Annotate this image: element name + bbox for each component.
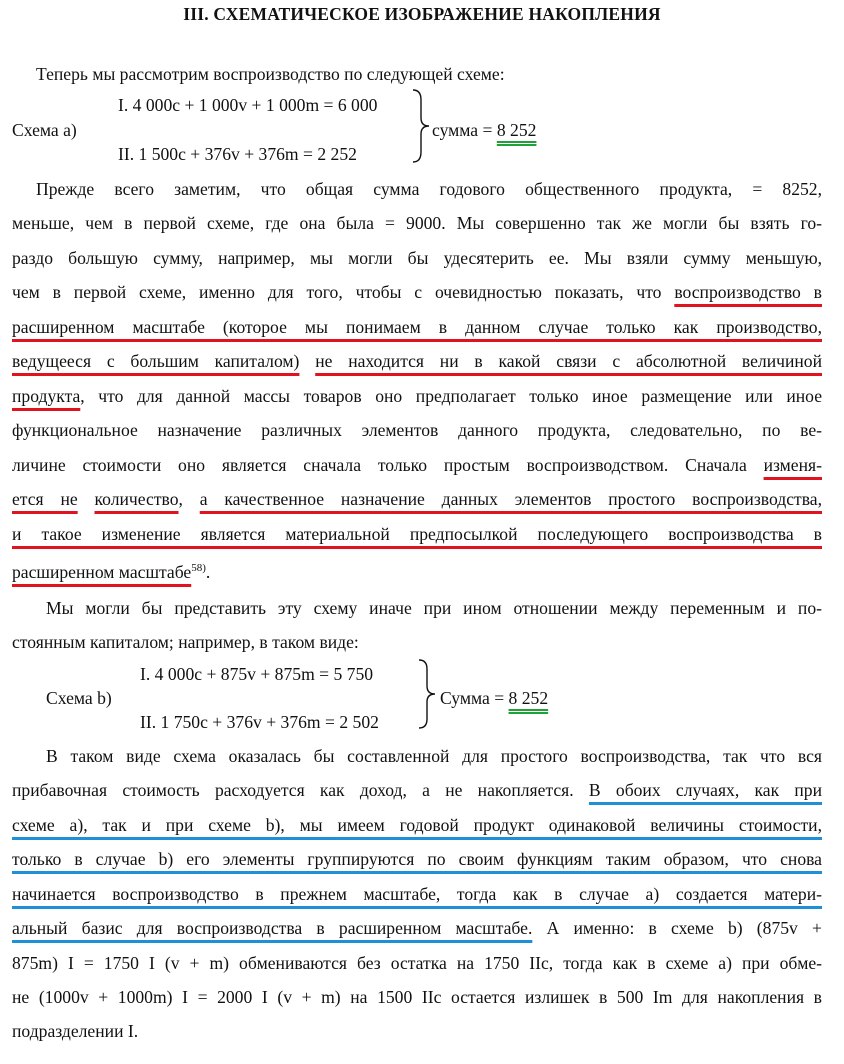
para3-line5 (12, 882, 822, 906)
highlight-blue: имеем годовой продукт одинаковой величины стоимости, (337, 815, 822, 835)
brace-icon (410, 88, 432, 164)
highlight-blue: схеме а), так и при схеме b), мы (12, 815, 338, 835)
para1-line10 (12, 487, 822, 511)
para1-line6 (12, 349, 822, 373)
highlight-red: расширенном масштабе (которое мы понимаем в данном случае только как производство, (12, 317, 822, 337)
para1-line3: раздо большую сумму, например, мы могли бы удесятерить ее. Мы взяли сумму меньшую, (12, 248, 822, 268)
para3-line1: В таком виде схема оказалась бы составленной для простого воспроизводства, так что вся (46, 746, 822, 766)
para3-line2-text: прибавочная стоимость расходуется как доход, а не накопляется. (12, 780, 589, 800)
scheme-b-sum-value: 8 252 (508, 688, 549, 708)
highlight-blue: начинается воспроизводство в прежнем масштабе, тогда как в случае а) создается матери- (12, 884, 822, 904)
scheme-a-sum-value: 8 252 (496, 120, 537, 140)
highlight-blue: альный базис для воспроизводства в расширенном масштабе. (12, 918, 533, 938)
scheme-b-sum (440, 686, 548, 710)
scheme-a-row2: II. 1 500c + 376v + 376m = 2 252 (118, 144, 357, 164)
para1-line6-space (299, 351, 315, 371)
scheme-b-label: Схема b) (46, 688, 112, 708)
highlight-red: продукта (12, 386, 81, 406)
highlight-red: не находится ни в какой связи с абсолютной величиной (315, 351, 822, 371)
para1-line9 (12, 453, 822, 477)
para2-line1: Мы могли бы представить эту схему иначе при ином отношении между переменным и по- (46, 598, 822, 618)
para1-line10-comma: , (178, 489, 200, 509)
para1-line4 (12, 280, 822, 304)
para1-line9-text: личине стоимости оно является сначала только простым воспроизводством. Сначала (12, 455, 764, 475)
scheme-a-sum-label: сумма = (432, 120, 493, 140)
highlight-blue: только в случае b) его элементы группируются по своим функциям таким образом, что снова (12, 849, 822, 869)
para1-line7-text: , что для данной массы товаров оно предполагает только иное размещение или иное (80, 386, 822, 406)
para3-line9: подразделении I. (12, 1021, 139, 1041)
highlight-red: количество (94, 489, 179, 509)
highlight-blue: В обоих случаях, как при (588, 780, 822, 800)
section-title: III. СХЕМАТИЧЕСКОЕ ИЗОБРАЖЕНИЕ НАКОПЛЕНИЯ (183, 4, 661, 24)
para1-line1: Прежде всего заметим, что общая сумма годового общественного продукта, = 8252, (36, 179, 822, 199)
para1-line4-text: чем в первой схеме, именно для того, чтобы с очевидностью показать, что (12, 282, 675, 302)
para1-line12-dot: . (205, 561, 211, 582)
para1-line11 (12, 522, 822, 546)
para1-line7 (12, 384, 822, 408)
para1-line10-space (78, 489, 95, 509)
highlight-red: воспроизводство в (674, 282, 822, 302)
para3-line8: не (1000v + 1000m) I = 2000 I (v + m) на 1500 IIc остается излишек в 500 Im для накопления в (12, 987, 822, 1007)
para3-line3 (12, 813, 822, 837)
highlight-red: ется не (12, 489, 78, 509)
para1-line5 (12, 315, 822, 339)
highlight-red: а качественное назначение данных элементов простого воспроизводства, (199, 489, 822, 509)
scheme-a-label: Схема а) (12, 120, 77, 140)
scheme-b-sum-label: Сумма = (440, 688, 505, 708)
scheme-b-row1: I. 4 000c + 875v + 875m = 5 750 (140, 664, 374, 684)
para3-line6 (12, 916, 822, 940)
para3-line2 (12, 778, 822, 802)
para3-line7: 875m) I = 1750 I (v + m) обмениваются без остатка на 1750 IIc, тогда как в схеме а) при обме- (12, 953, 822, 973)
footnote-ref: 58) (191, 562, 206, 574)
para3-line4 (12, 847, 822, 871)
highlight-red: расширенном масштабе (12, 561, 192, 582)
brace-icon (416, 658, 438, 730)
scheme-a-row1: I. 4 000c + 1 000v + 1 000m = 6 000 (118, 95, 378, 115)
para1-line12 (12, 556, 822, 584)
scheme-b-row2: II. 1 750c + 376v + 376m = 2 502 (140, 712, 379, 732)
para1-line8: функциональное назначение различных элементов данного продукта, следовательно, по ве- (12, 420, 822, 440)
highlight-red: ведущееся с большим капиталом) (12, 351, 300, 371)
highlight-red: изменя- (763, 455, 822, 475)
intro-line: Теперь мы рассмотрим воспроизводство по следующей схеме: (36, 64, 505, 84)
para2-line2: стоянным капиталом; например, в таком виде: (12, 632, 359, 652)
para3-line6-text: А именно: в схеме b) (875v + (532, 918, 822, 938)
para1-line2: меньше, чем в первой схеме, где она была = 9000. Мы совершенно так же могли бы взять го- (12, 213, 822, 233)
scheme-a-sum (432, 118, 536, 142)
highlight-red: и такое изменение является материальной предпосылкой последующего воспроизводства в (12, 524, 822, 544)
